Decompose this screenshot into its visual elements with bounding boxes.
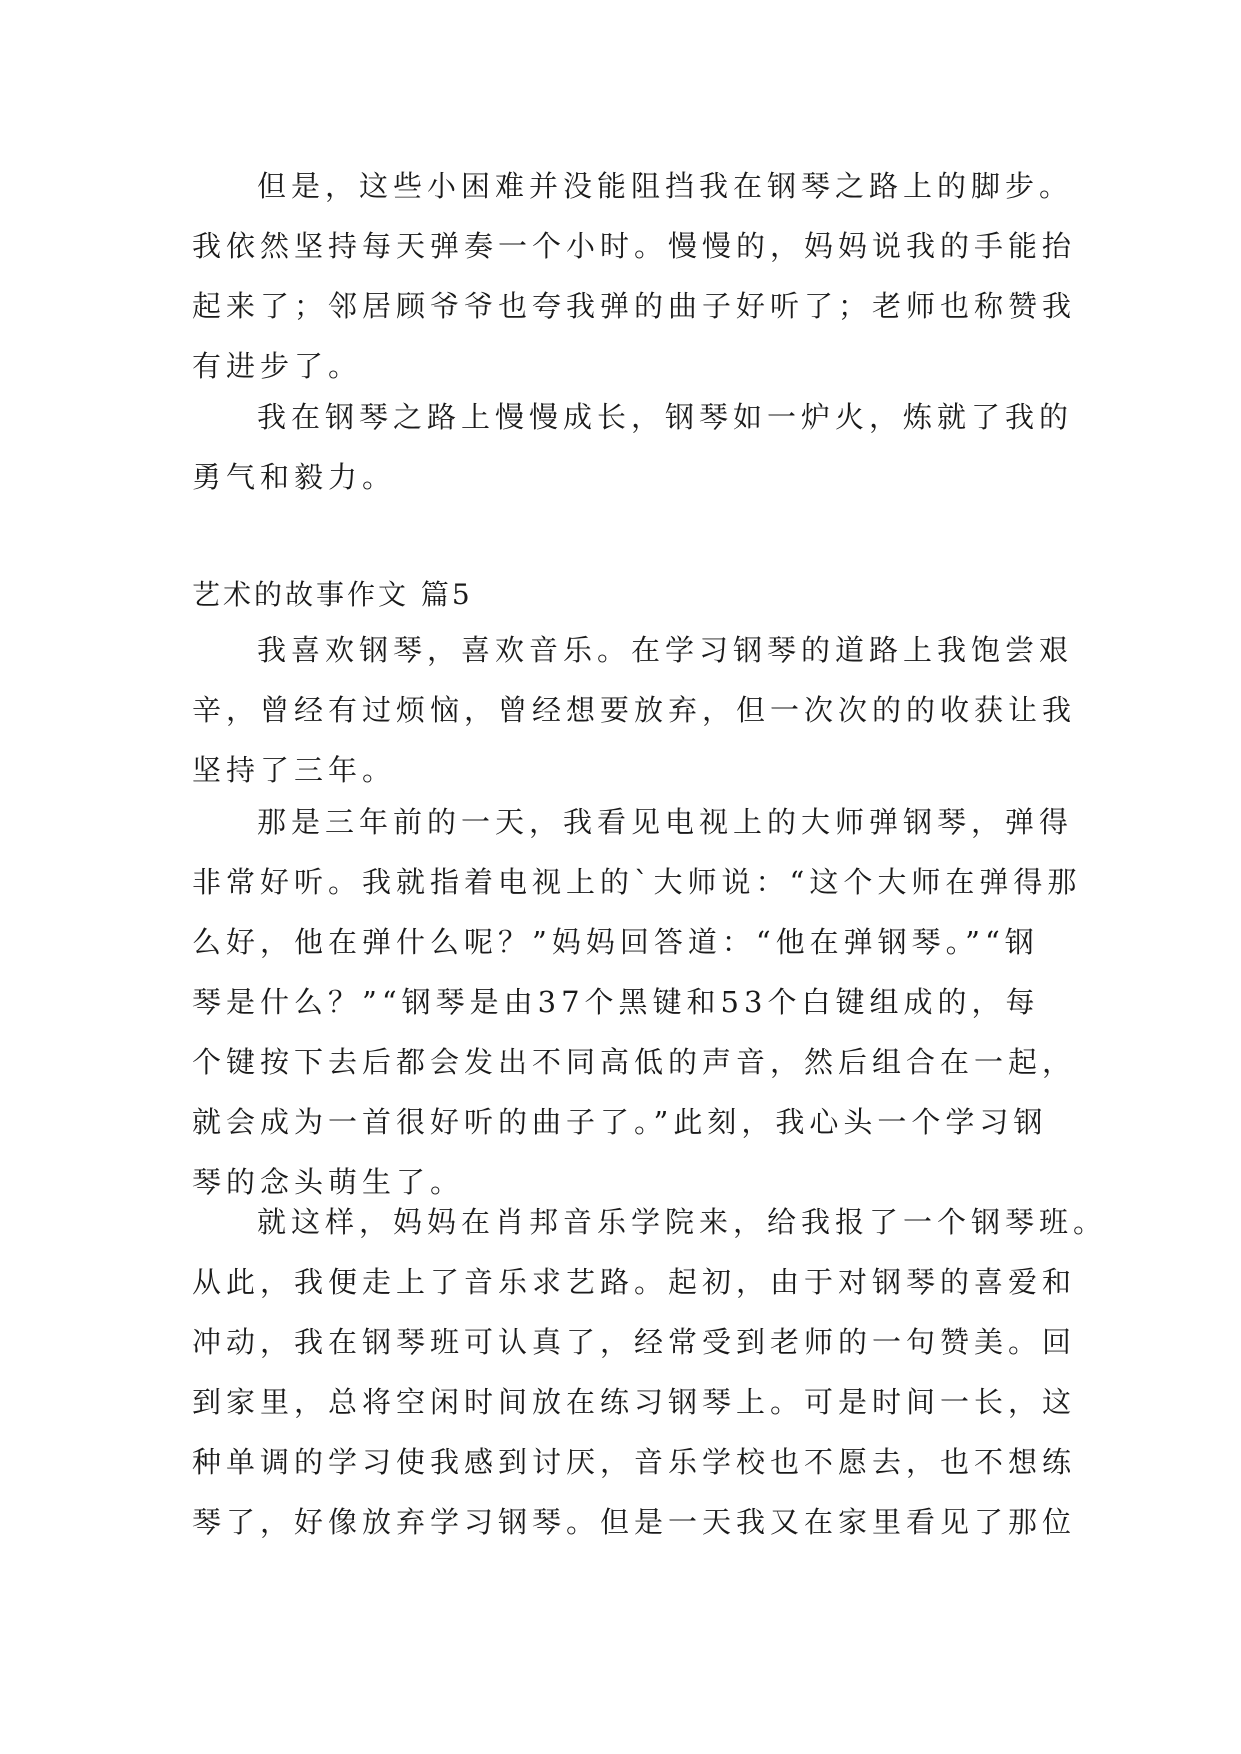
- text-line: 我在钢琴之路上慢慢成长，钢琴如一炉火，炼就了我的: [257, 400, 1074, 434]
- text-line: 我喜欢钢琴，喜欢音乐。在学习钢琴的道路上我饱尝艰: [257, 633, 1074, 667]
- text-line: 个键按下去后都会发出不同高低的声音，然后组合在一起，: [192, 1045, 1077, 1079]
- text-line: 非常好听。我就指着电视上的`大师说：“这个大师在弹得那: [192, 865, 1082, 899]
- text-line: 琴的念头萌生了。: [192, 1165, 465, 1199]
- paragraph: [192, 792, 1082, 1212]
- text-line: 有进步了。: [192, 349, 363, 383]
- paragraph: [192, 156, 1077, 396]
- text-line: 坚持了三年。: [192, 753, 397, 787]
- text-line: 琴了，好像放弃学习钢琴。但是一天我又在家里看见了那位: [192, 1505, 1077, 1539]
- text-line: 琴是什么？”“钢琴是由37个黑键和53个白键组成的，每: [192, 985, 1040, 1019]
- text-line: 辛，曾经有过烦恼，曾经想要放弃，但一次次的的收获让我: [192, 693, 1077, 727]
- text-line: 那是三年前的一天，我看见电视上的大师弹钢琴，弹得: [257, 805, 1074, 839]
- text-line: 到家里，总将空闲时间放在练习钢琴上。可是时间一长，这: [192, 1385, 1077, 1419]
- text-line: 种单调的学习使我感到讨厌，音乐学校也不愿去，也不想练: [192, 1445, 1077, 1479]
- paragraph: [192, 1192, 1108, 1552]
- section-heading: [192, 565, 1072, 625]
- text-line: 就这样，妈妈在肖邦音乐学院来，给我报了一个钢琴班。: [257, 1205, 1108, 1239]
- section-heading-text: 艺术的故事作文 篇5: [192, 578, 473, 611]
- text-line: 就会成为一首很好听的曲子了。”此刻，我心头一个学习钢: [192, 1105, 1048, 1139]
- text-line: 我依然坚持每天弹奏一个小时。慢慢的，妈妈说我的手能抬: [192, 229, 1077, 263]
- text-line: 勇气和毅力。: [192, 460, 397, 494]
- text-line: 起来了；邻居顾爷爷也夸我弹的曲子好听了；老师也称赞我: [192, 289, 1077, 323]
- text-line: 从此，我便走上了音乐求艺路。起初，由于对钢琴的喜爱和: [192, 1265, 1077, 1299]
- text-line: 冲动，我在钢琴班可认真了，经常受到老师的一句赞美。回: [192, 1325, 1077, 1359]
- text-line: 但是，这些小困难并没能阻挡我在钢琴之路上的脚步。: [257, 169, 1074, 203]
- paragraph: [192, 620, 1077, 800]
- paragraph: [192, 387, 1072, 507]
- text-line: 么好，他在弹什么呢？”妈妈回答道：“他在弹钢琴。”“钢: [192, 925, 1039, 959]
